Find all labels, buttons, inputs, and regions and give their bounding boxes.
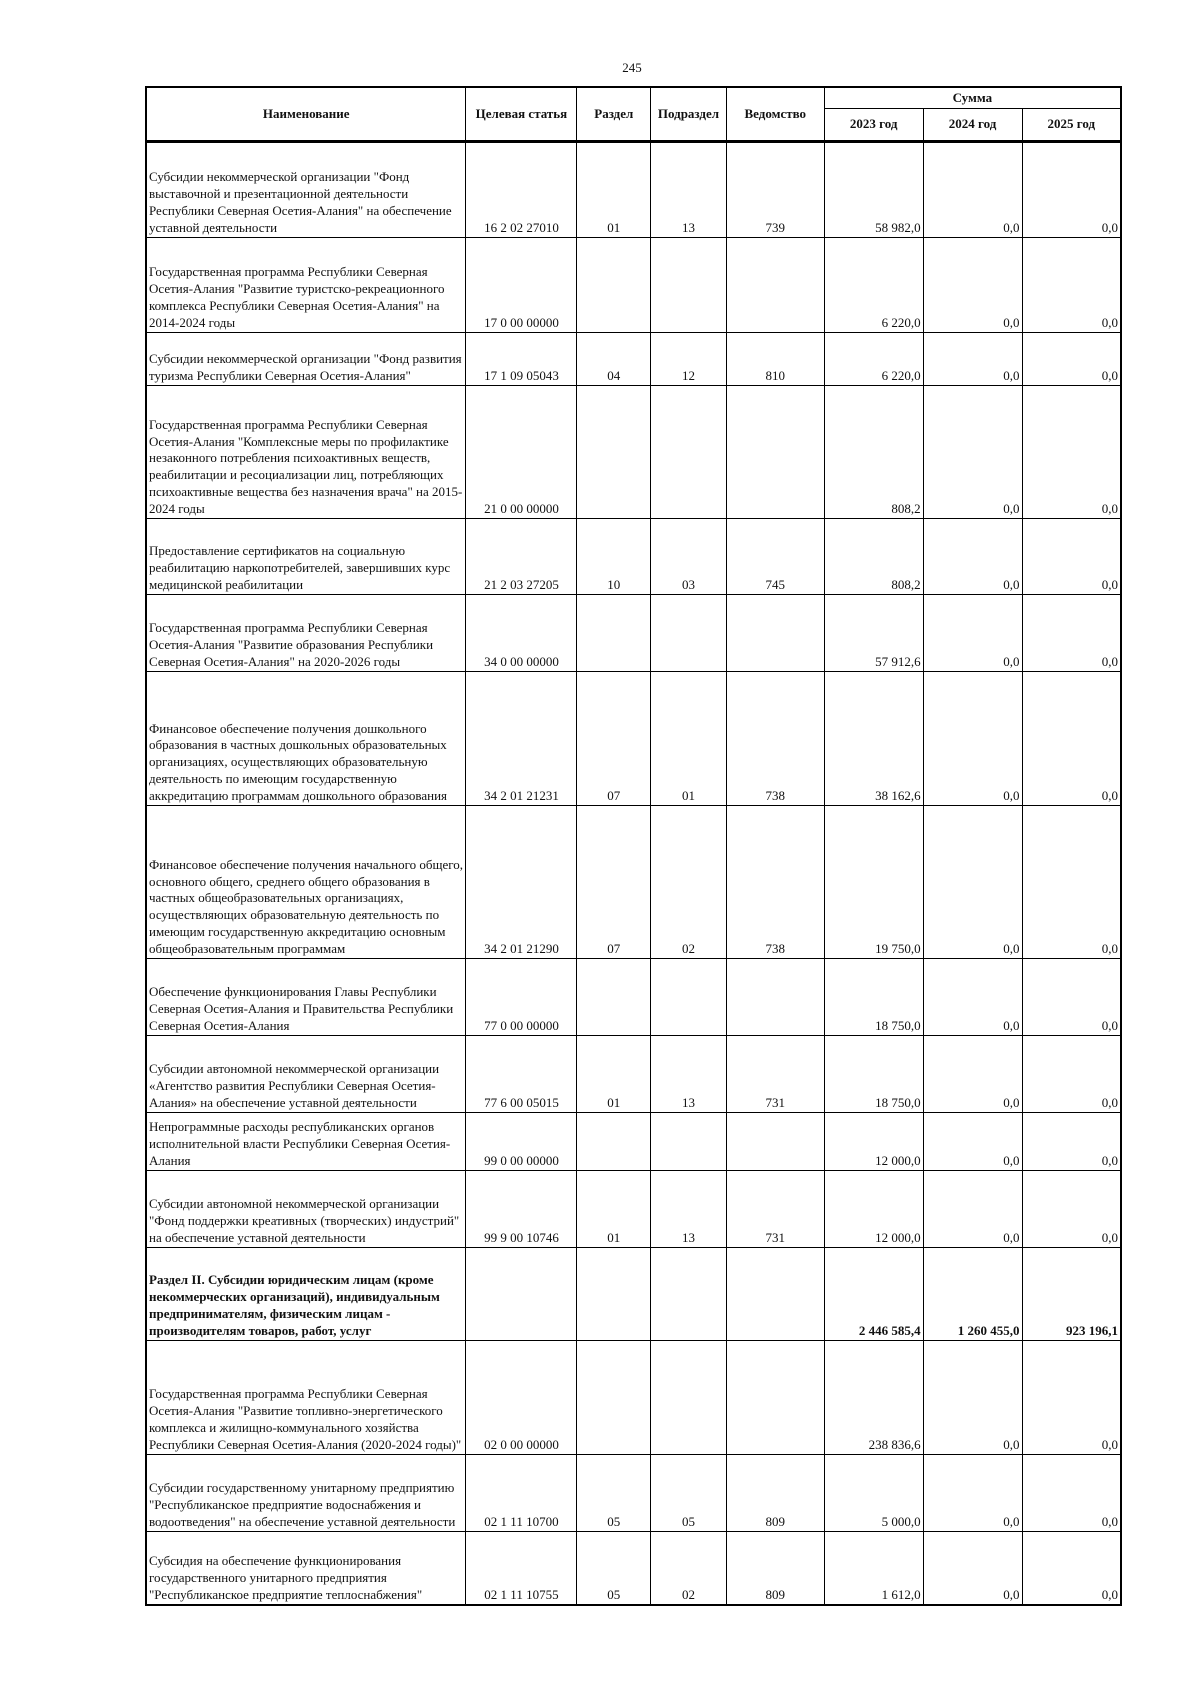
row-subsection: 13 (651, 1171, 727, 1248)
row-2023: 238 836,6 (824, 1341, 923, 1455)
row-2023: 38 162,6 (824, 672, 923, 806)
row-department: 738 (726, 672, 824, 806)
row-2024: 0,0 (923, 142, 1022, 238)
row-name: Раздел II. Субсидии юридическим лицам (кроме некоммерческих организаций), индивидуальным предпринимателям, физическим лицам - производителям товаров, работ, услуг (146, 1248, 466, 1341)
row-name: Государственная программа Республики Северная Осетия-Алания "Развитие топливно-энергетического комплекса и жилищно-коммунального хозяйства Республики Северная Осетия-Алания (2020-2024 годы)" (146, 1341, 466, 1455)
row-target: 21 0 00 00000 (466, 386, 577, 519)
row-subsection (651, 595, 727, 672)
row-section (577, 1248, 651, 1341)
row-target: 02 1 11 10700 (466, 1455, 577, 1532)
row-section: 05 (577, 1532, 651, 1606)
header-department: Ведомство (726, 87, 824, 142)
row-department (726, 386, 824, 519)
row-2024: 0,0 (923, 1341, 1022, 1455)
header-subsection: Подраздел (651, 87, 727, 142)
row-subsection (651, 1248, 727, 1341)
row-2023: 6 220,0 (824, 333, 923, 386)
table-row (146, 595, 1121, 672)
row-target: 77 0 00 00000 (466, 959, 577, 1036)
table-row (146, 333, 1121, 386)
row-section: 07 (577, 672, 651, 806)
table-row (146, 1455, 1121, 1532)
table-row (146, 1036, 1121, 1113)
row-2024: 0,0 (923, 1455, 1022, 1532)
row-2024: 0,0 (923, 806, 1022, 959)
row-2025: 0,0 (1022, 1036, 1121, 1113)
row-name: Субсидии автономной некоммерческой организации "Фонд поддержки креативных (творческих) индустрий" на обеспечение уставной деятельности (146, 1171, 466, 1248)
table-row (146, 386, 1121, 519)
header-name: Наименование (146, 87, 466, 142)
row-name: Финансовое обеспечение получения начального общего, основного общего, среднего общего образования в частных общеобразовательных организациях, осуществляющих образовательную деятельность по имеющим государственную аккредитацию основным общеобразовательным программам (146, 806, 466, 959)
row-2024: 0,0 (923, 672, 1022, 806)
row-2023: 6 220,0 (824, 238, 923, 333)
row-section (577, 1113, 651, 1171)
row-subsection: 05 (651, 1455, 727, 1532)
row-subsection: 13 (651, 142, 727, 238)
header-2023: 2023 год (824, 109, 923, 142)
row-department: 809 (726, 1532, 824, 1606)
row-name: Субсидии государственному унитарному предприятию "Республиканское предприятие водоснабжения и водоотведения" на обеспечение уставной деятельности (146, 1455, 466, 1532)
table-row (146, 806, 1121, 959)
row-2023: 808,2 (824, 519, 923, 595)
row-2025: 0,0 (1022, 672, 1121, 806)
header-2025: 2025 год (1022, 109, 1121, 142)
row-department: 810 (726, 333, 824, 386)
row-target: 17 1 09 05043 (466, 333, 577, 386)
header-target: Целевая статья (466, 87, 577, 142)
row-2024: 0,0 (923, 1036, 1022, 1113)
row-subsection: 13 (651, 1036, 727, 1113)
row-subsection (651, 386, 727, 519)
table-row (146, 1341, 1121, 1455)
row-target: 99 9 00 10746 (466, 1171, 577, 1248)
row-2024: 0,0 (923, 333, 1022, 386)
row-name: Государственная программа Республики Северная Осетия-Алания "Комплексные меры по профилактике незаконного потребления психоактивных веществ, реабилитации и ресоциализации лиц, потребляющих психоактивные вещества без назначения врача" на 2015-2024 годы (146, 386, 466, 519)
row-2025: 0,0 (1022, 333, 1121, 386)
row-2024: 0,0 (923, 1532, 1022, 1606)
row-2023: 5 000,0 (824, 1455, 923, 1532)
row-name: Финансовое обеспечение получения дошкольного образования в частных дошкольных образовательных организациях, осуществляющих образовательную деятельность по имеющим государственную аккредитацию программам дошкольного образования (146, 672, 466, 806)
budget-table (145, 86, 1122, 1606)
row-2023: 808,2 (824, 386, 923, 519)
row-2023: 19 750,0 (824, 806, 923, 959)
row-department: 731 (726, 1171, 824, 1248)
row-name: Субсидии автономной некоммерческой организации «Агентство развития Республики Северная Осетия-Алания» на обеспечение уставной деятельности (146, 1036, 466, 1113)
row-subsection (651, 238, 727, 333)
row-subsection (651, 1341, 727, 1455)
row-target: 17 0 00 00000 (466, 238, 577, 333)
row-2025: 0,0 (1022, 386, 1121, 519)
row-name: Обеспечение функционирования Главы Республики Северная Осетия-Алания и Правительства Республики Северная Осетия-Алания (146, 959, 466, 1036)
row-section (577, 595, 651, 672)
section-header-row (146, 1248, 1121, 1341)
row-section: 01 (577, 142, 651, 238)
row-section: 01 (577, 1171, 651, 1248)
row-2023: 2 446 585,4 (824, 1248, 923, 1341)
row-department: 731 (726, 1036, 824, 1113)
row-section: 07 (577, 806, 651, 959)
row-section: 01 (577, 1036, 651, 1113)
row-target: 21 2 03 27205 (466, 519, 577, 595)
row-2025: 0,0 (1022, 1455, 1121, 1532)
row-2024: 0,0 (923, 959, 1022, 1036)
page-number: 245 (622, 60, 642, 75)
table-row (146, 238, 1121, 333)
row-2023: 12 000,0 (824, 1113, 923, 1171)
row-department (726, 595, 824, 672)
row-2024: 0,0 (923, 595, 1022, 672)
row-2024: 1 260 455,0 (923, 1248, 1022, 1341)
table-row (146, 519, 1121, 595)
row-department (726, 1248, 824, 1341)
table-row (146, 1113, 1121, 1171)
row-2025: 0,0 (1022, 519, 1121, 595)
row-target: 34 2 01 21231 (466, 672, 577, 806)
row-subsection: 03 (651, 519, 727, 595)
header-section: Раздел (577, 87, 651, 142)
row-name: Субсидия на обеспечение функционирования государственного унитарного предприятия "Республиканское предприятие теплоснабжения" (146, 1532, 466, 1606)
table-row (146, 959, 1121, 1036)
row-section: 10 (577, 519, 651, 595)
row-section (577, 1341, 651, 1455)
row-section: 05 (577, 1455, 651, 1532)
row-section (577, 238, 651, 333)
row-subsection: 01 (651, 672, 727, 806)
row-2025: 0,0 (1022, 142, 1121, 238)
row-department: 809 (726, 1455, 824, 1532)
row-department: 739 (726, 142, 824, 238)
row-target: 02 0 00 00000 (466, 1341, 577, 1455)
row-2023: 12 000,0 (824, 1171, 923, 1248)
row-department (726, 238, 824, 333)
row-target: 77 6 00 05015 (466, 1036, 577, 1113)
row-2025: 0,0 (1022, 1171, 1121, 1248)
row-2025: 0,0 (1022, 1341, 1121, 1455)
row-name: Государственная программа Республики Северная Осетия-Алания "Развитие туристско-рекреационного комплекса Республики Северная Осетия-Алания" на 2014-2024 годы (146, 238, 466, 333)
row-target: 16 2 02 27010 (466, 142, 577, 238)
row-2024: 0,0 (923, 1171, 1022, 1248)
row-name: Непрограммные расходы республиканских органов исполнительной власти Республики Северная Осетия-Алания (146, 1113, 466, 1171)
table-row (146, 1532, 1121, 1606)
row-target: 99 0 00 00000 (466, 1113, 577, 1171)
row-subsection: 12 (651, 333, 727, 386)
row-department: 745 (726, 519, 824, 595)
row-2025: 0,0 (1022, 806, 1121, 959)
row-target: 02 1 11 10755 (466, 1532, 577, 1606)
row-subsection (651, 1113, 727, 1171)
row-name: Предоставление сертификатов на социальную реабилитацию наркопотребителей, завершивших курс медицинской реабилитации (146, 519, 466, 595)
row-name: Государственная программа Республики Северная Осетия-Алания "Развитие образования Республики Северная Осетия-Алания" на 2020-2026 годы (146, 595, 466, 672)
row-2023: 1 612,0 (824, 1532, 923, 1606)
row-2023: 58 982,0 (824, 142, 923, 238)
row-2025: 0,0 (1022, 595, 1121, 672)
row-subsection: 02 (651, 1532, 727, 1606)
row-2025: 0,0 (1022, 1113, 1121, 1171)
row-2024: 0,0 (923, 238, 1022, 333)
row-name: Субсидии некоммерческой организации "Фонд развития туризма Республики Северная Осетия-Алания" (146, 333, 466, 386)
row-department (726, 959, 824, 1036)
row-2023: 18 750,0 (824, 1036, 923, 1113)
row-department (726, 1341, 824, 1455)
row-target: 34 0 00 00000 (466, 595, 577, 672)
table-row (146, 142, 1121, 238)
row-department: 738 (726, 806, 824, 959)
row-2025: 0,0 (1022, 1532, 1121, 1606)
row-2024: 0,0 (923, 1113, 1022, 1171)
row-section (577, 959, 651, 1036)
row-2025: 0,0 (1022, 959, 1121, 1036)
header-sum: Сумма (824, 87, 1121, 109)
row-section: 04 (577, 333, 651, 386)
row-target: 34 2 01 21290 (466, 806, 577, 959)
row-subsection: 02 (651, 806, 727, 959)
row-target (466, 1248, 577, 1341)
row-2023: 18 750,0 (824, 959, 923, 1036)
row-department (726, 1113, 824, 1171)
row-2025: 0,0 (1022, 238, 1121, 333)
row-2023: 57 912,6 (824, 595, 923, 672)
row-2024: 0,0 (923, 519, 1022, 595)
row-name: Субсидии некоммерческой организации "Фонд выставочной и презентационной деятельности Республики Северная Осетия-Алания" на обеспечение уставной деятельности (146, 142, 466, 238)
row-subsection (651, 959, 727, 1036)
table-row (146, 672, 1121, 806)
row-section (577, 386, 651, 519)
row-2025: 923 196,1 (1022, 1248, 1121, 1341)
header-2024: 2024 год (923, 109, 1022, 142)
row-2024: 0,0 (923, 386, 1022, 519)
table-row (146, 1171, 1121, 1248)
